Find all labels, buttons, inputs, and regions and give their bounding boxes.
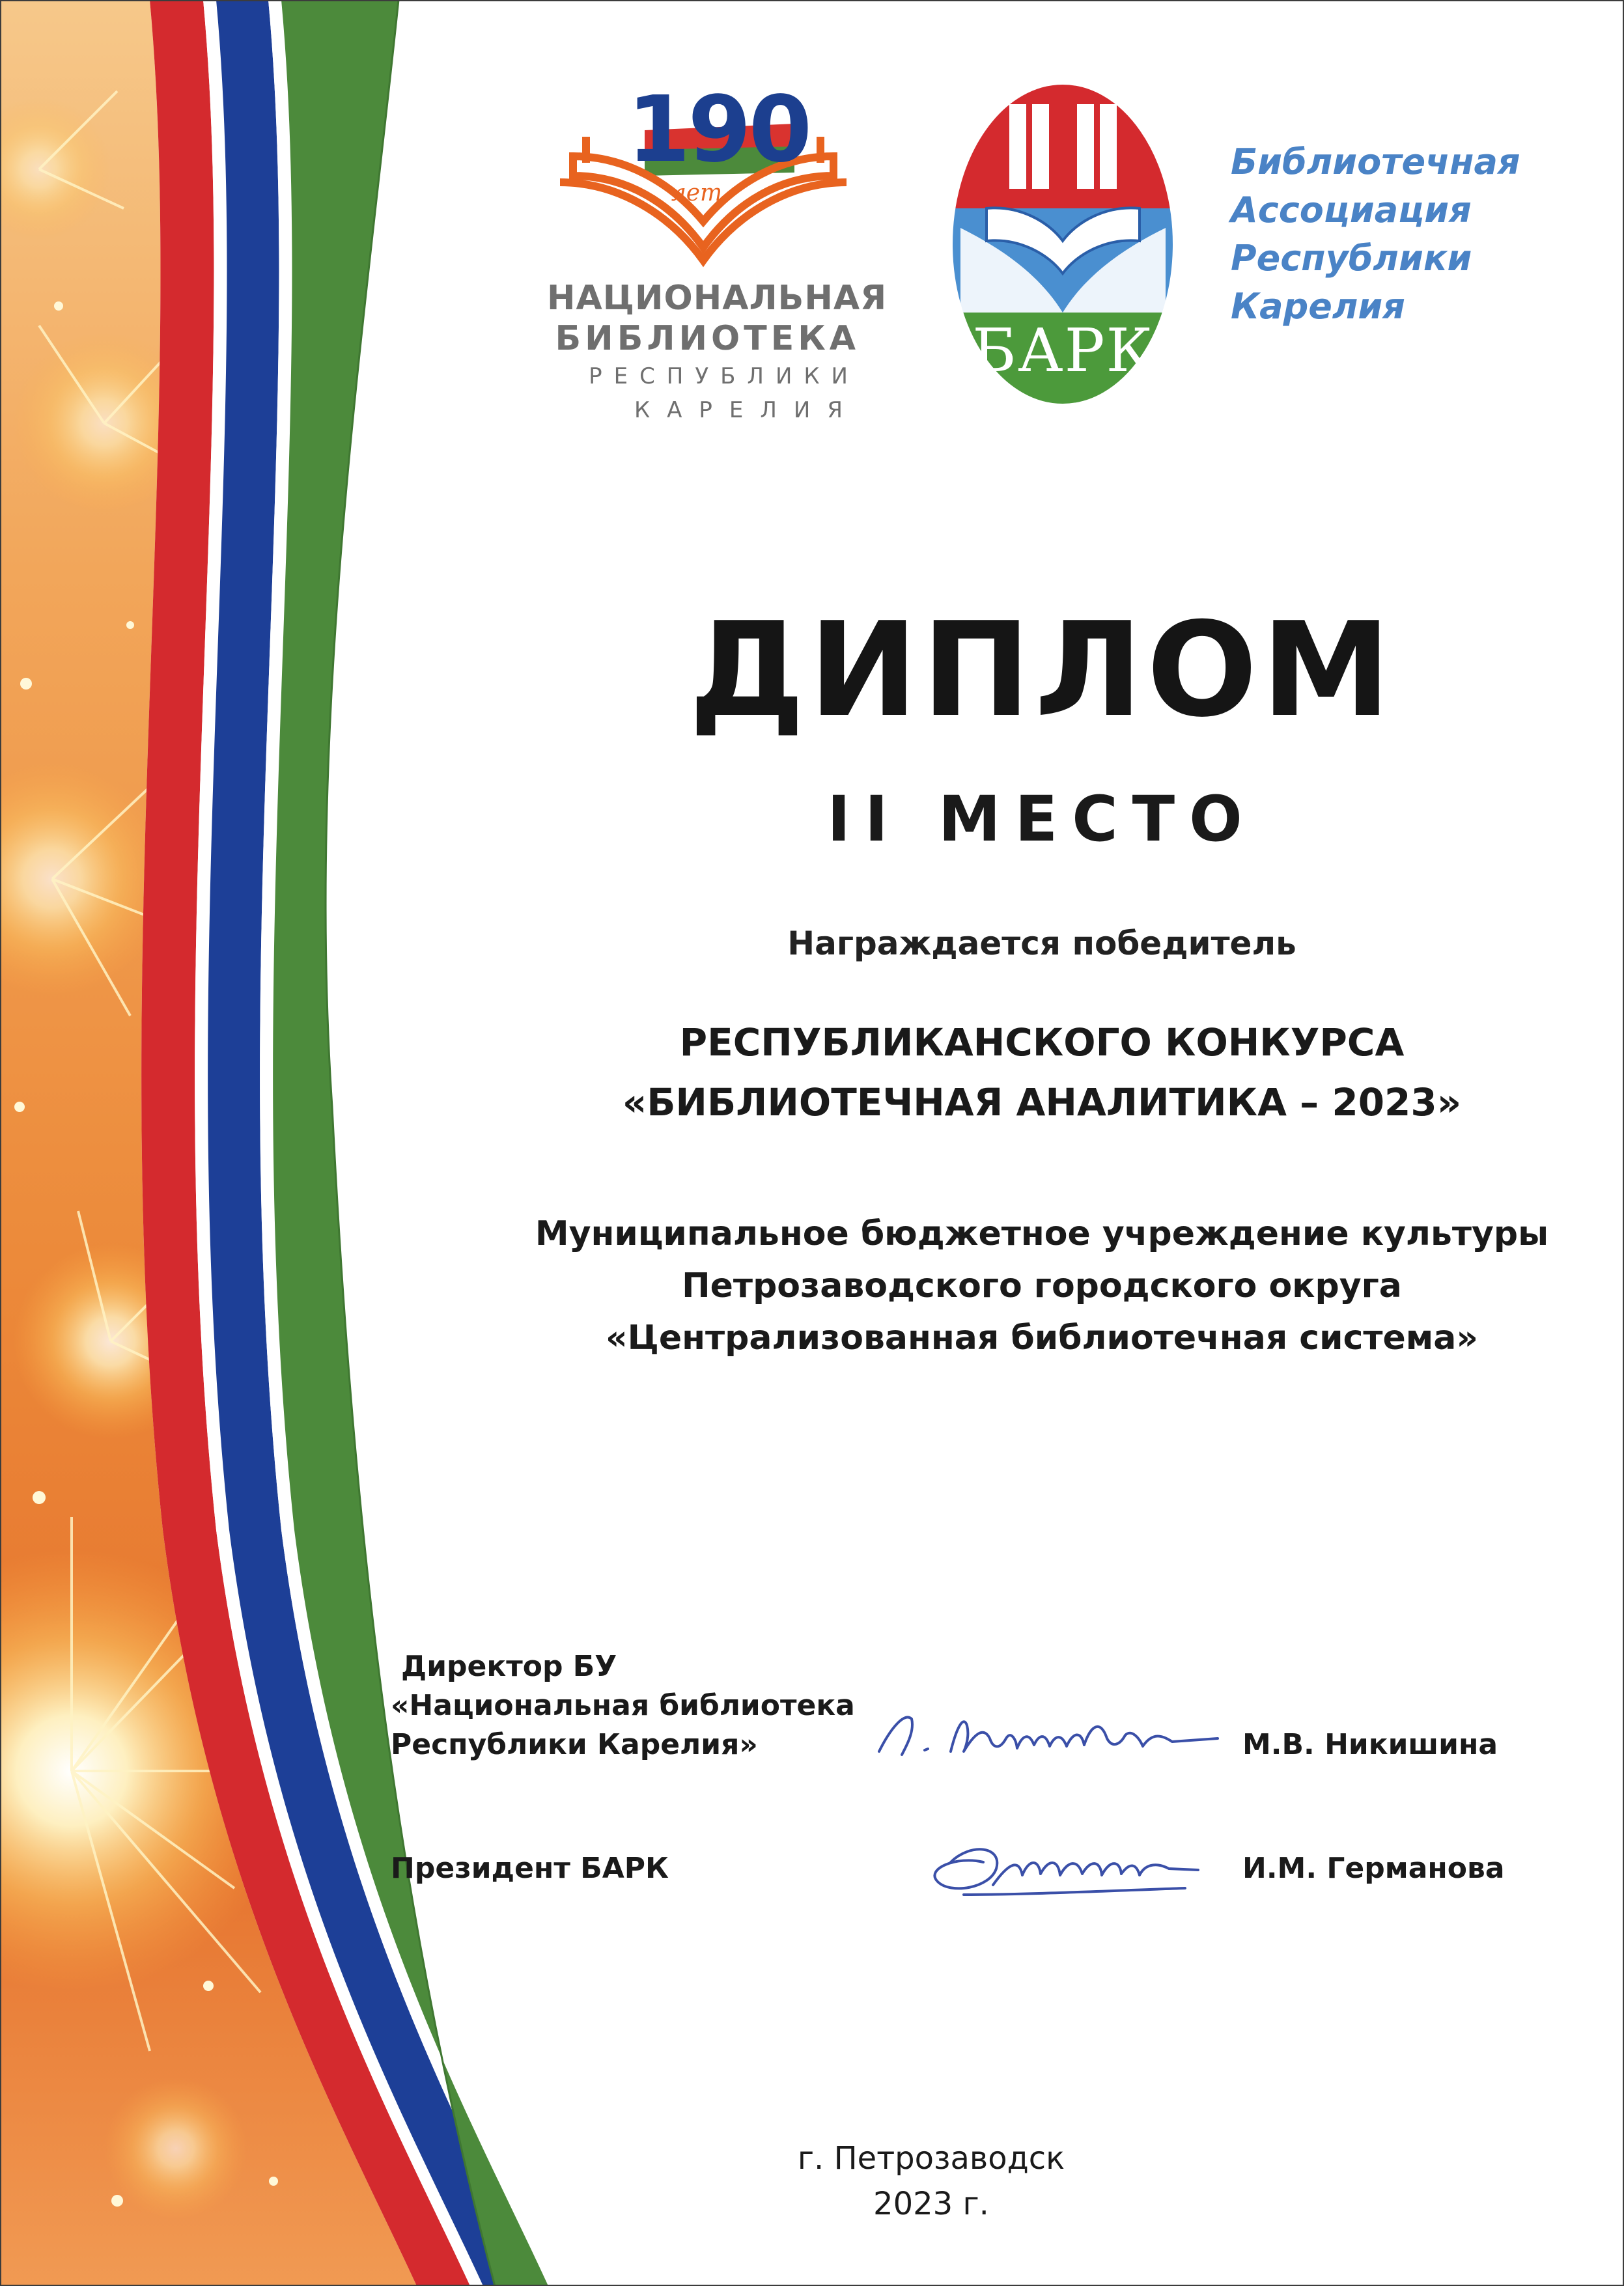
bark-title-line-4: Карелия xyxy=(1231,286,1405,327)
contest-name xyxy=(456,1012,1624,1132)
signatory-2-title xyxy=(391,1849,669,1888)
signatory-1-title-line-3: Республики Карелия» xyxy=(391,1728,758,1761)
national-library-logo xyxy=(547,77,888,423)
year: 2023 г. xyxy=(873,2186,989,2222)
bark-association-title xyxy=(1231,138,1595,331)
logo-line-3: РЕСПУБЛИКИ xyxy=(589,363,860,389)
bark-title-line-2: Ассоциация xyxy=(1231,189,1472,230)
place-heading: II МЕСТО xyxy=(827,783,1257,856)
logo-line-2: БИБЛИОТЕКА xyxy=(555,319,860,358)
bark-emblem-text: БАРК xyxy=(972,316,1154,385)
signatory-1-title-line-2: «Национальная библиотека xyxy=(391,1689,855,1722)
bark-title-line-3: Республики xyxy=(1231,238,1472,279)
recipient-line-1: Муниципальное бюджетное учреждение культуры xyxy=(535,1214,1549,1253)
logo-line-1: НАЦИОНАЛЬНАЯ xyxy=(547,279,888,318)
recipient-name xyxy=(423,1208,1624,1364)
diploma-title: ДИПЛОМ xyxy=(688,594,1395,746)
awarded-text: Награждается победитель xyxy=(787,925,1296,962)
signatory-1-name: М.В. Никишина xyxy=(1242,1728,1498,1761)
anniversary-number: 190 xyxy=(626,77,810,183)
signatory-2-title-line-1: Президент БАРК xyxy=(391,1852,669,1885)
anniversary-word: лет xyxy=(671,180,723,206)
signature-2-image xyxy=(912,1823,1211,1921)
signatory-1-title-line-1: Директор БУ xyxy=(401,1650,617,1683)
logo-line-4: КАРЕЛИЯ xyxy=(634,397,860,423)
contest-line-1: РЕСПУБЛИКАНСКОГО КОНКУРСА xyxy=(679,1020,1405,1065)
signatory-1-title xyxy=(391,1647,855,1764)
bark-title-line-1: Библиотечная xyxy=(1231,141,1520,182)
contest-line-2: «БИБЛИОТЕЧНАЯ АНАЛИТИКА – 2023» xyxy=(622,1080,1462,1124)
signatory-2-name: И.М. Германова xyxy=(1242,1852,1505,1885)
recipient-line-2: Петрозаводского городского округа xyxy=(682,1266,1402,1305)
recipient-line-3: «Централизованная библиотечная система» xyxy=(606,1318,1478,1358)
bark-logo xyxy=(947,78,1179,410)
place-and-date xyxy=(671,2136,1192,2227)
city: г. Петрозаводск xyxy=(797,2140,1065,2177)
signature-1-image xyxy=(866,1699,1231,1771)
